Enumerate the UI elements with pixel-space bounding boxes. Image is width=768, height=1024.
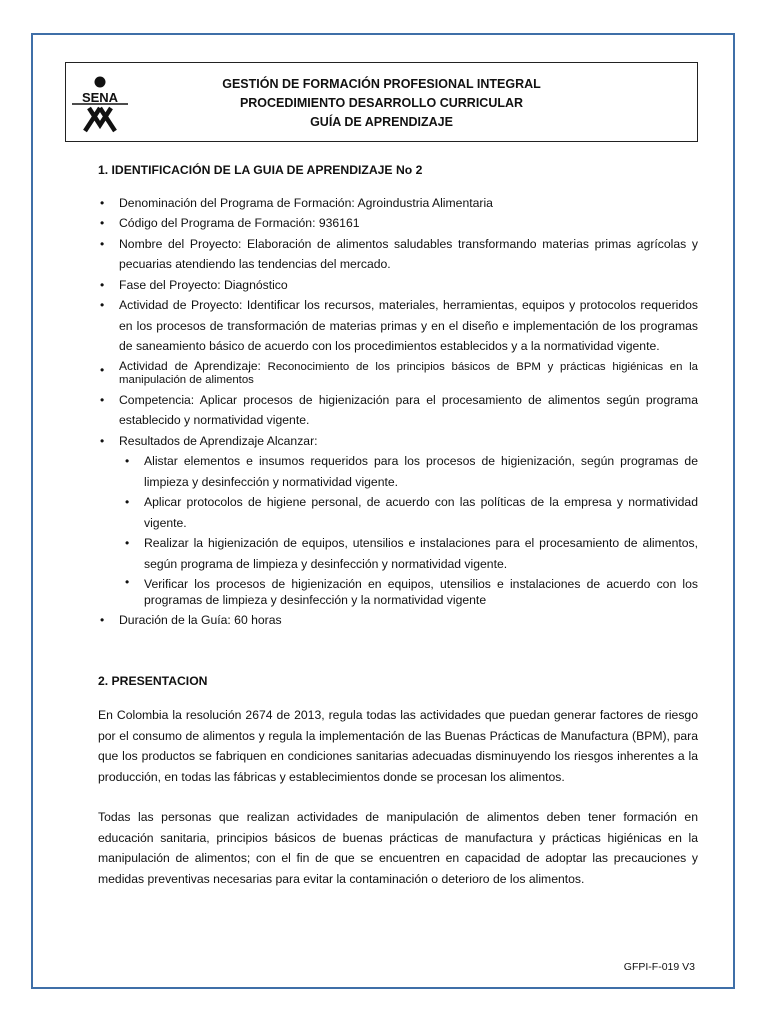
result-item: • Verificar los procesos de higienización en equipos, utensilios e instalaciones de acuerdo con los programas de limpieza y desinfección y la normatividad vigente (98, 574, 698, 610)
document-body (98, 160, 698, 889)
list-item: • Actividad de Proyecto: Identificar los recursos, materiales, herramientas, equipos y protocolos requeridos en los procesos de transformación de materias primas y en el diseño e implementación de los programas de saneamiento básico de acuerdo con los procedimientos establecidos y a la normatividad vigente. (98, 295, 698, 357)
list-item-duration: • Duración de la Guía: 60 horas (98, 610, 698, 631)
list-item: • Nombre del Proyecto: Elaboración de alimentos saludables transformando materias primas agrícolas y pecuarias atendiendo las tendencias del mercado. (98, 234, 698, 275)
result-item: • Alistar elementos e insumos requeridos para los procesos de higienización, según programas de limpieza y desinfección y normatividad vigente. (98, 451, 698, 492)
list-item-activity (98, 360, 698, 387)
result-item: • Aplicar protocolos de higiene personal, de acuerdo con las políticas de la empresa y normatividad vigente. (98, 492, 698, 533)
section-2-title: 2. PRESENTACION (98, 673, 208, 688)
activity-label: Actividad de Aprendizaje: (119, 358, 261, 373)
results-list (98, 451, 698, 610)
header-line-3: GUÍA DE APRENDIZAJE (310, 115, 453, 129)
header-line-1: GESTIÓN DE FORMACIÓN PROFESIONAL INTEGRAL (222, 77, 541, 91)
header-line-2: PROCEDIMIENTO DESARROLLO CURRICULAR (239, 96, 524, 110)
section-1-title: 1. IDENTIFICACIÓN DE LA GUIA DE APRENDIZAJE No 2 (98, 163, 423, 177)
identification-list (98, 193, 698, 452)
result-item: • Realizar la higienización de equipos, utensilios e instalaciones para el procesamiento de alimentos, según programa de limpieza y desinfección y normatividad vigente. (98, 533, 698, 574)
list-item: • Competencia: Aplicar procesos de higienización para el procesamiento de alimentos según programa establecido y normatividad vigente. (98, 390, 698, 431)
list-item: • Código del Programa de Formación: 936161 (98, 213, 698, 234)
paragraph: En Colombia la resolución 2674 de 2013, regula todas las actividades que puedan generar factores de riesgo por el consumo de alimentos y regula la implementación de las Buenas Prácticas de Manufactura (BPM), para que los productos se fabriquen en condiciones sanitarias adecuadas disminuyendo los riesgos inherentes a la producción, en todas las fábricas y establecimientos donde se procesan los alimentos. (98, 708, 698, 784)
activity-text: Reconocimiento de los principios básicos de BPM y prácticas higiénicas en la manipulación de alimentos (119, 360, 698, 386)
document-header (65, 62, 698, 142)
footer-code: GFPI-F-019 V3 (623, 961, 695, 973)
list-item-results (98, 431, 698, 452)
paragraph: Todas las personas que realizan actividades de manipulación de alimentos deben tener formación en educación sanitaria, principios básicos de buenas prácticas de manufactura y prácticas higiénicas en la manipulación de alimentos; con el fin de que se encuentren en capacidad de adoptar las precauciones y medidas preventivas necesarias para evitar la contaminación o deterioro de los alimentos. (98, 810, 698, 886)
logo-text: SENA (81, 90, 119, 105)
list-item: • Denominación del Programa de Formación: Agroindustria Alimentaria (98, 193, 698, 214)
list-item: • Fase del Proyecto: Diagnóstico (98, 275, 698, 296)
duration-list (98, 610, 698, 631)
results-label: • Resultados de Aprendizaje Alcanzar: (119, 433, 318, 448)
